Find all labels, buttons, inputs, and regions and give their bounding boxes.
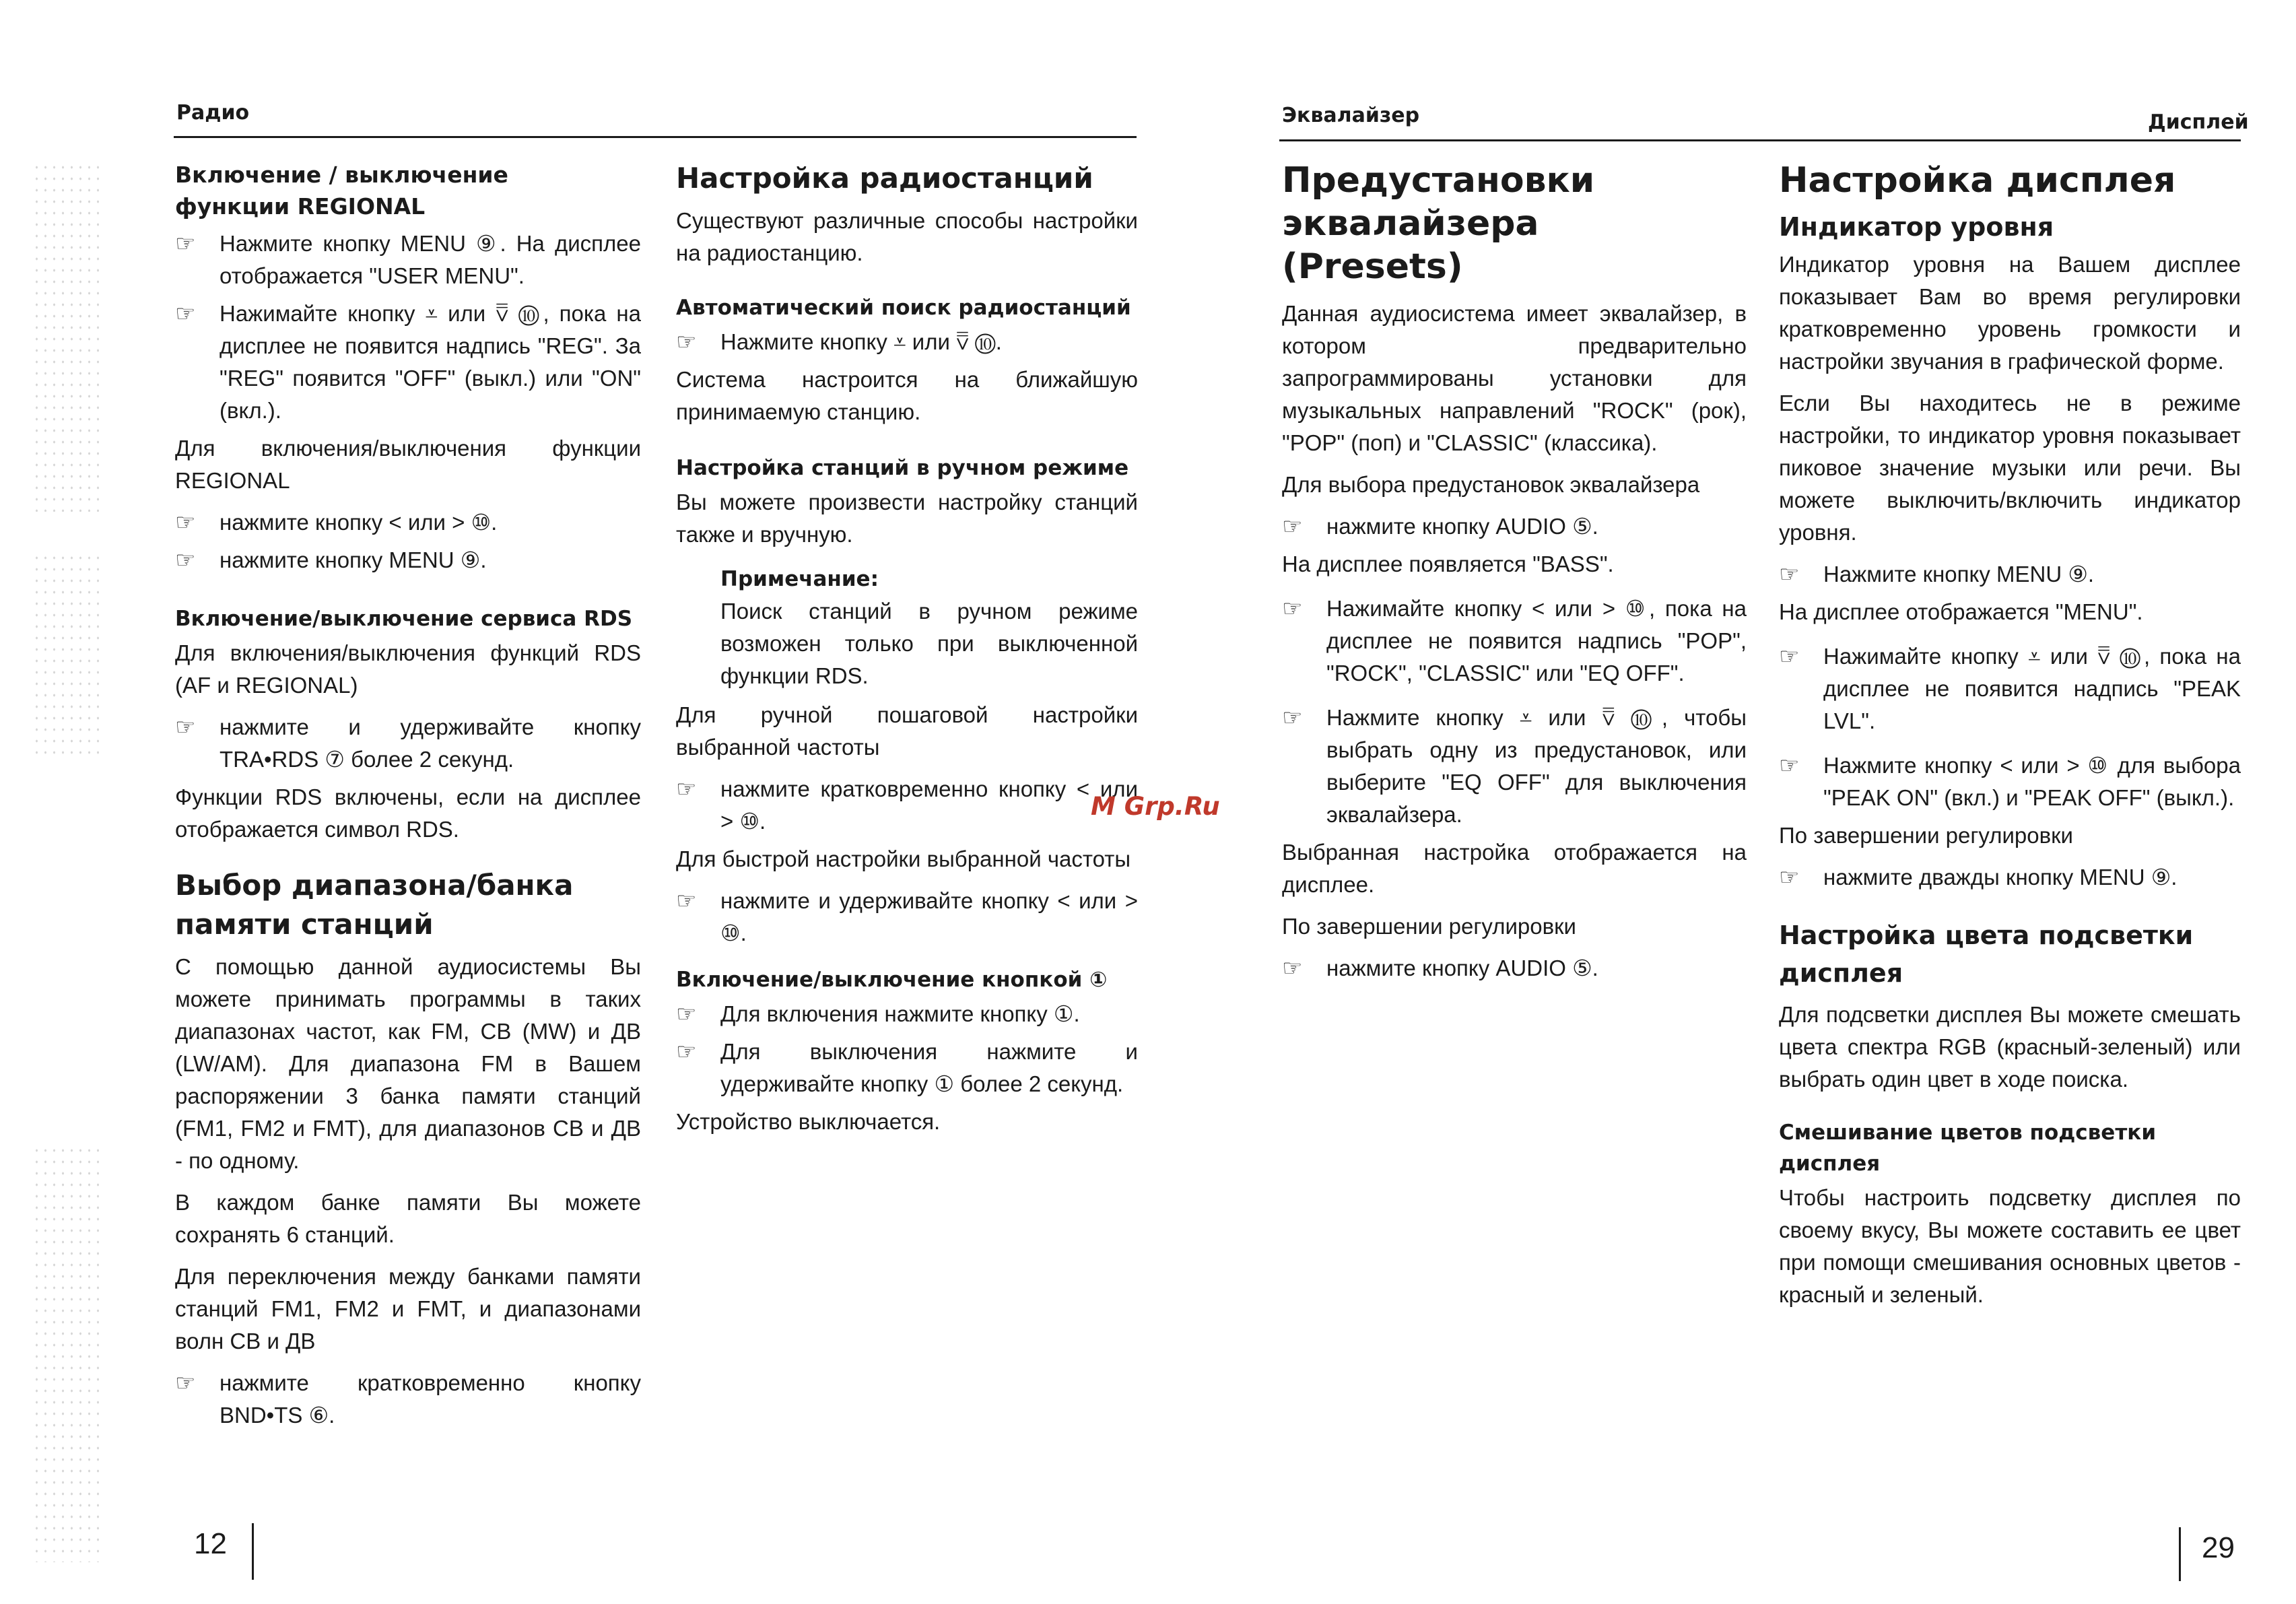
pointing-hand-icon: ☞ bbox=[676, 776, 697, 802]
level-paragraph: На дисплее отображается "MENU". bbox=[1779, 599, 2143, 624]
eq-paragraph: На дисплее появляется "BASS". bbox=[1282, 552, 1614, 576]
regional-title: Включение / выключение функции REGIONAL bbox=[175, 162, 508, 220]
pointing-hand-icon: ☞ bbox=[1282, 514, 1303, 539]
eq-paragraph: Данная аудиосистема имеет эквалайзер, в котором предварительно запрограммированы установки для музыкальных направлений "ROCK" (рок), "POP" (поп) и "CLASSIC" (классика). bbox=[1282, 301, 1747, 455]
auto-step: ☞ Нажмите кнопку ⩡ или ⩢ ⑩. bbox=[676, 326, 1138, 358]
pointing-hand-icon: ☞ bbox=[1282, 596, 1303, 622]
right-header-rule bbox=[1279, 139, 2241, 141]
tuning-title: Настройка радиостанций bbox=[676, 162, 1093, 195]
scan-noise bbox=[32, 552, 100, 754]
eq-paragraph: Выбранная настройка отображается на дисплее. bbox=[1282, 840, 1747, 897]
watermark: M Grp.Ru bbox=[1091, 792, 1220, 821]
level-paragraph: Если Вы находитесь не в режиме настройки, то индикатор уровня показывает пиковое значение музыки или речи. Вы можете выключить/включить индикатор уровня. bbox=[1779, 391, 2241, 545]
right-column-3 bbox=[1282, 159, 1747, 990]
level-step: ☞ Нажмите кнопку < или > ⑩ для выбора "PEAK ON" (вкл.) и "PEAK OFF" (выкл.). bbox=[1779, 749, 2241, 814]
pointing-hand-icon: ☞ bbox=[175, 714, 196, 740]
right-page-number-bar bbox=[2179, 1527, 2181, 1581]
note-block bbox=[676, 563, 1138, 692]
eq-step: ☞ Нажимайте кнопку < или > ⑩, пока на дисплее не появится надпись "POP", "ROCK", "CLASSIC" или "EQ OFF". bbox=[1282, 593, 1747, 690]
level-paragraph: Индикатор уровня на Вашем дисплее показывает Вам во время регулировки кратковременно уровень громкости и настройки звучания в графической форме. bbox=[1779, 252, 2241, 374]
eq-paragraph: Для выбора предустановок эквалайзера bbox=[1282, 472, 1700, 497]
pointing-hand-icon: ☞ bbox=[175, 231, 196, 257]
eq-step: ☞ нажмите кнопку AUDIO ⑤. bbox=[1282, 510, 1747, 543]
note-title: Примечание: bbox=[720, 567, 879, 591]
regional-step: ☞ Нажмите кнопку MENU ⑨. На дисплее отображается "USER MENU". bbox=[175, 228, 641, 292]
power-title: Включение/выключение кнопкой ① bbox=[676, 968, 1108, 992]
level-title: Индикатор уровня bbox=[1779, 212, 2054, 242]
level-step: ☞ Нажмите кнопку MENU ⑨. bbox=[1779, 558, 2241, 591]
pointing-hand-icon: ☞ bbox=[676, 329, 697, 355]
mix-title: Смешивание цветов подсветки дисплея bbox=[1779, 1121, 2157, 1176]
pointing-hand-icon: ☞ bbox=[676, 888, 697, 914]
manual-step: ☞ нажмите и удерживайте кнопку < или > ⑩. bbox=[676, 885, 1138, 949]
regional-step: ☞ нажмите кнопку < или > ⑩. bbox=[175, 506, 641, 539]
power-step: ☞ Для выключения нажмите и удерживайте кнопку ① более 2 секунд. bbox=[676, 1036, 1138, 1100]
manual-title: Настройка станций в ручном режиме bbox=[676, 456, 1129, 480]
right-page-number: 29 bbox=[2202, 1531, 2235, 1564]
pointing-hand-icon: ☞ bbox=[175, 1370, 196, 1396]
pointing-hand-icon: ☞ bbox=[175, 510, 196, 535]
regional-paragraph: Для включения/выключения функции REGIONAL bbox=[175, 436, 641, 493]
rds-paragraph: Функции RDS включены, если на дисплее отображается символ RDS. bbox=[175, 784, 641, 842]
manual-paragraph: Для быстрой настройки выбранной частоты bbox=[676, 846, 1131, 871]
regional-step: ☞ Нажимайте кнопку ⩡ или ⩢ ⑩, пока на дисплее не появится надпись "REG". За "REG" появится "OFF" (выкл.) или "ON" (вкл.). bbox=[175, 298, 641, 427]
pointing-hand-icon: ☞ bbox=[676, 1039, 697, 1065]
manual-paragraph: Для ручной пошаговой настройки выбранной частоты bbox=[676, 702, 1138, 760]
rds-step: ☞ нажмите и удерживайте кнопку TRA•RDS ⑦ более 2 секунд. bbox=[175, 711, 641, 776]
left-page-number-bar bbox=[252, 1523, 254, 1580]
left-header: Радио bbox=[176, 101, 250, 125]
regional-step: ☞ нажмите кнопку MENU ⑨. bbox=[175, 544, 641, 576]
pointing-hand-icon: ☞ bbox=[175, 547, 196, 573]
level-paragraph: По завершении регулировки bbox=[1779, 823, 2073, 848]
pointing-hand-icon: ☞ bbox=[1282, 705, 1303, 731]
band-paragraph: Для переключения между банками памяти станций FM1, FM2 и FMT, и диапазонами волн СВ и ДВ bbox=[175, 1264, 641, 1354]
auto-paragraph: Система настроится на ближайшую принимаемую станцию. bbox=[676, 367, 1138, 424]
left-column-1 bbox=[175, 159, 641, 1437]
right-header-right: Дисплей bbox=[2148, 110, 2249, 134]
scan-noise bbox=[32, 162, 100, 512]
color-title: Настройка цвета подсветки дисплея bbox=[1779, 921, 2194, 988]
pointing-hand-icon: ☞ bbox=[1779, 562, 1800, 587]
rds-title: Включение/выключение сервиса RDS bbox=[175, 607, 633, 631]
scan-noise bbox=[32, 1145, 100, 1562]
level-step: ☞ нажмите дважды кнопку MENU ⑨. bbox=[1779, 861, 2241, 894]
display-title: Настройка дисплея bbox=[1779, 160, 2176, 201]
left-header-rule bbox=[174, 136, 1137, 138]
right-header-left: Эквалайзер bbox=[1282, 104, 1420, 127]
manual-paragraph: Вы можете произвести настройку станций также и вручную. bbox=[676, 490, 1138, 547]
manual-step: ☞ нажмите кратковременно кнопку < или > ⑩. bbox=[676, 773, 1138, 838]
pointing-hand-icon: ☞ bbox=[1282, 956, 1303, 981]
eq-step: ☞ нажмите кнопку AUDIO ⑤. bbox=[1282, 952, 1747, 984]
tuning-paragraph: Существуют различные способы настройки на радиостанцию. bbox=[676, 208, 1138, 265]
band-step: ☞ нажмите кратковременно кнопку BND•TS ⑥. bbox=[175, 1367, 641, 1432]
pointing-hand-icon: ☞ bbox=[1779, 865, 1800, 890]
pointing-hand-icon: ☞ bbox=[1779, 644, 1800, 669]
color-paragraph: Для подсветки дисплея Вы можете смешать цвета спектра RGB (красный-зеленый) или выбрать один цвет в ходе поиска. bbox=[1779, 1002, 2241, 1092]
right-column-4 bbox=[1779, 159, 2241, 1321]
pointing-hand-icon: ☞ bbox=[175, 301, 196, 327]
power-paragraph: Устройство выключается. bbox=[676, 1109, 941, 1134]
pointing-hand-icon: ☞ bbox=[676, 1001, 697, 1027]
left-page-number: 12 bbox=[194, 1527, 227, 1560]
note-text: Поиск станций в ручном режиме возможен только при выключенной функции RDS. bbox=[720, 599, 1138, 688]
left-column-2 bbox=[676, 159, 1138, 1147]
level-step: ☞ Нажимайте кнопку ⩡ или ⩢ ⑩, пока на дисплее не появится надпись "PEAK LVL". bbox=[1779, 640, 2241, 737]
band-paragraph: В каждом банке памяти Вы можете сохранять 6 станций. bbox=[175, 1190, 641, 1247]
band-paragraph: С помощью данной аудиосистемы Вы можете принимать программы в таких диапазонах частот, как FM, СВ (MW) и ДВ (LW/AM). Для диапазона FM в Вашем распоряжении 3 банка памяти станций (FM1, FM2 и FMT), для диапазонов СВ и ДВ - по одному. bbox=[175, 954, 641, 1173]
mix-paragraph: Чтобы настроить подсветку дисплея по своему вкусу, Вы можете составить ее цвет при помощи смешивания основных цветов - красный и зеленый. bbox=[1779, 1185, 2241, 1307]
eq-step: ☞ Нажмите кнопку ⩡ или ⩢ ⑩, чтобы выбрать одну из предустановок, или выберите "EQ OFF" для выключения эквалайзера. bbox=[1282, 702, 1747, 831]
eq-paragraph: По завершении регулировки bbox=[1282, 914, 1576, 939]
rds-paragraph: Для включения/выключения функций RDS (AF и REGIONAL) bbox=[175, 640, 641, 698]
auto-title: Автоматический поиск радиостанций bbox=[676, 296, 1131, 320]
pointing-hand-icon: ☞ bbox=[1779, 753, 1800, 778]
power-step: ☞ Для включения нажмите кнопку ①. bbox=[676, 998, 1138, 1030]
eq-title: Предустановки эквалайзера (Presets) bbox=[1282, 160, 1595, 287]
band-title: Выбор диапазона/банка памяти станций bbox=[175, 869, 574, 941]
